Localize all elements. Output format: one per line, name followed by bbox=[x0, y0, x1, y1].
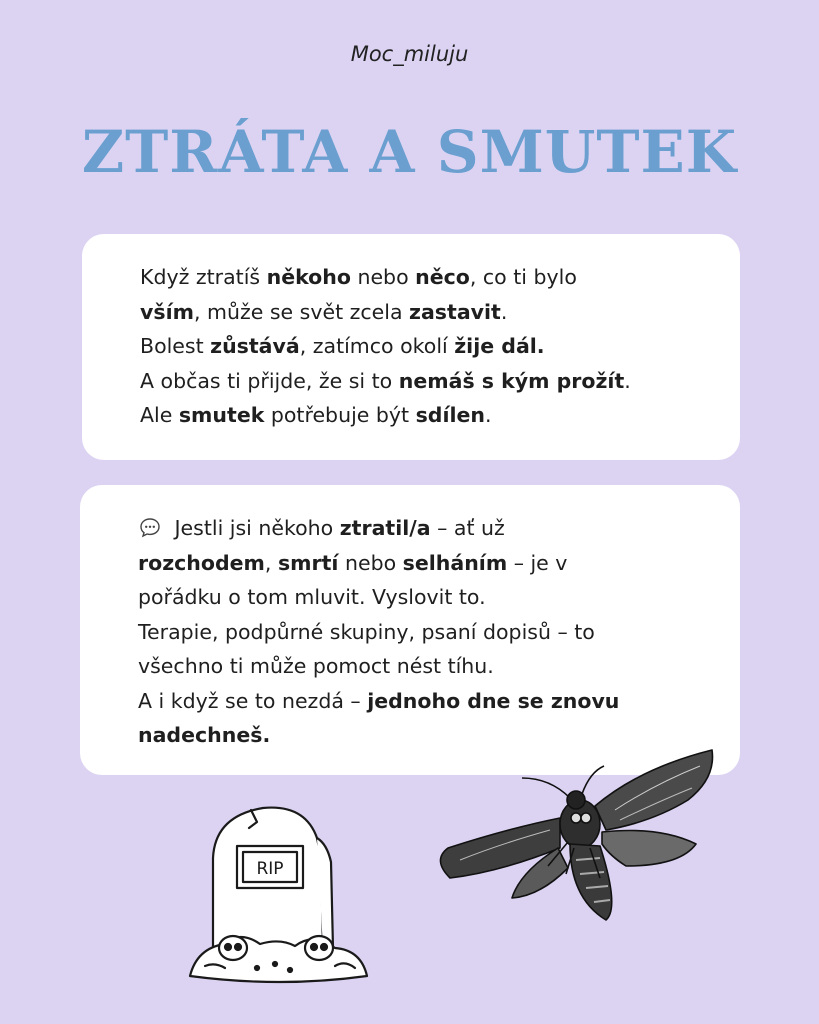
card-advice-line-1: Jestli jsi někoho ztratil/a – ať už bbox=[138, 511, 700, 546]
card-advice-line-5: všechno ti může pomoct nést tíhu. bbox=[138, 654, 494, 678]
card-intro bbox=[82, 234, 740, 460]
handle: Moc_miluju bbox=[350, 42, 469, 66]
gravestone-text: RIP bbox=[256, 859, 284, 879]
card-advice-line-3: pořádku o tom mluvit. Vyslovit to. bbox=[138, 585, 486, 609]
gravestone-icon bbox=[185, 798, 375, 998]
card-advice-line-4: Terapie, podpůrné skupiny, psaní dopisů – to bbox=[138, 619, 595, 644]
speech-bubble-icon bbox=[138, 516, 162, 540]
page-title: ZTRÁTA A SMUTEK bbox=[81, 118, 738, 186]
card-intro-line-2: vším, může se svět zcela zastavit. bbox=[140, 299, 508, 324]
card-intro-line-5: Ale smutek potřebuje být sdílen. bbox=[140, 403, 492, 427]
card-intro-line-1: Když ztratíš někoho nebo něco, co ti bylo bbox=[140, 265, 577, 289]
card-intro-line-3: Bolest zůstává, zatímco okolí žije dál. bbox=[140, 334, 545, 358]
card-advice-line-6: A i když se to nezdá – jednoho dne se znovu bbox=[138, 688, 620, 713]
card-advice-line-7: nadechneš. bbox=[138, 723, 271, 747]
moth-icon bbox=[430, 748, 720, 928]
card-advice-line-2: rozchodem, smrtí nebo selháním – je v bbox=[138, 550, 568, 575]
card-advice bbox=[80, 485, 740, 775]
card-intro-line-4: A občas ti přijde, že si to nemáš s kým prožít. bbox=[140, 368, 631, 393]
